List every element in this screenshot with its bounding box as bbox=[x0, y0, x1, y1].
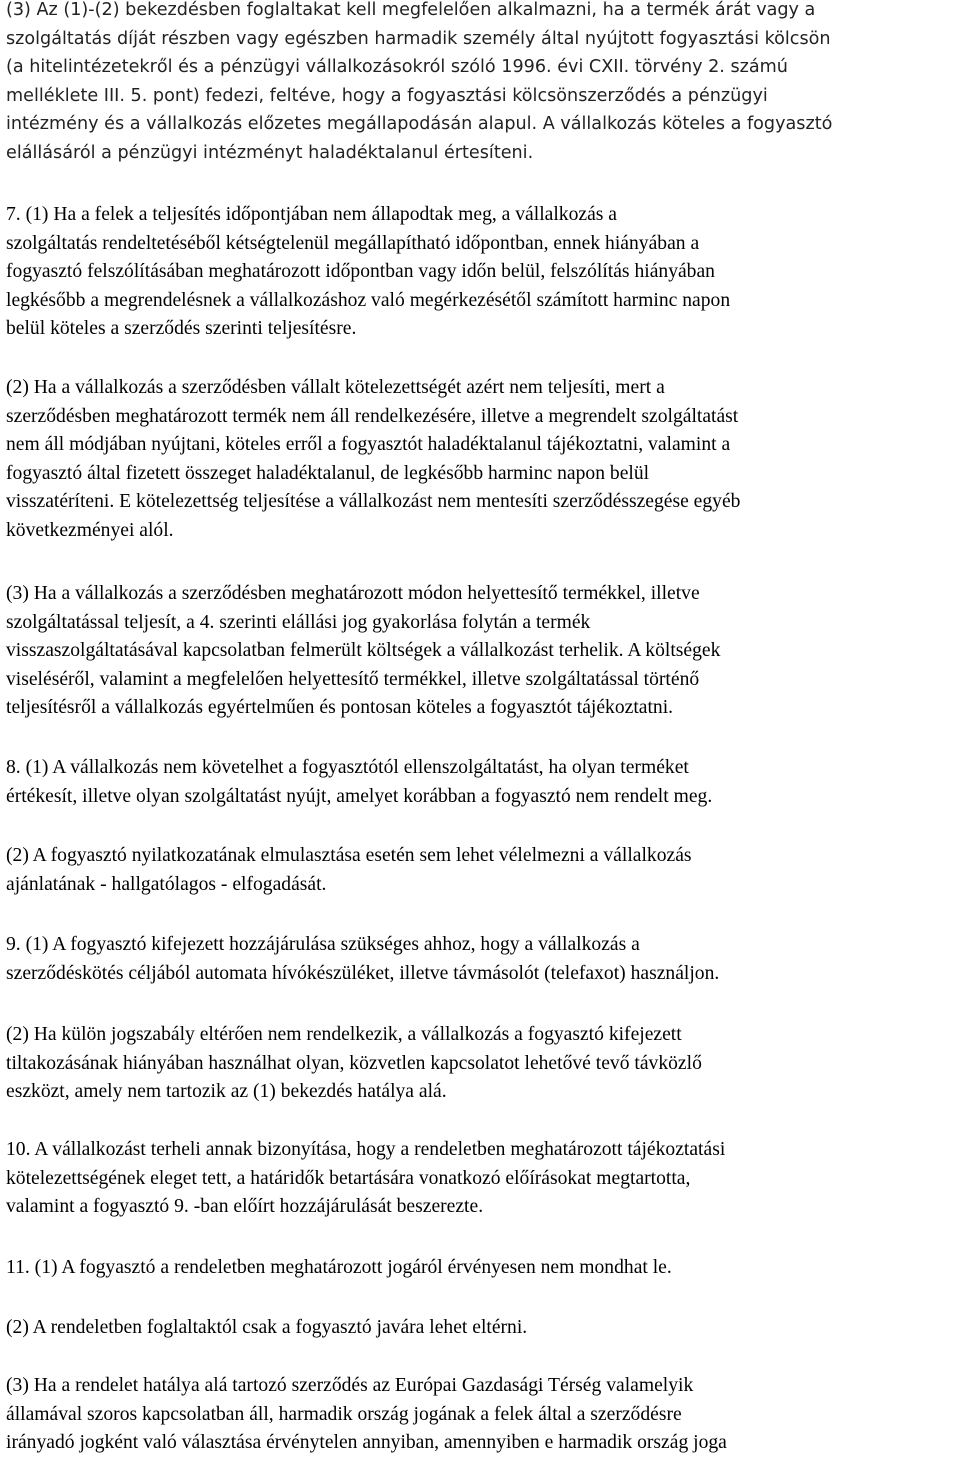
text-line: ajánlatának - hallgatólagos - elfogadását. bbox=[6, 873, 327, 895]
paragraph-7-2 bbox=[6, 374, 740, 546]
text-line: melléklete III. 5. pont) fedezi, feltéve, hogy a fogyasztási kölcsönszerződés a pénzügyi bbox=[6, 85, 768, 106]
paragraph-11-2 bbox=[6, 1314, 527, 1343]
text-line: szerződésben meghatározott termék nem áll rendelkezésére, illetve a megrendelt szolgáltatást bbox=[6, 405, 739, 427]
text-line: (2) A rendeletben foglaltaktól csak a fogyasztó javára lehet eltérni. bbox=[6, 1317, 528, 1338]
text-line: (3) Az (1)-(2) bekezdésben foglaltakat kell megfelelően alkalmazni, ha a termék árát vagy a bbox=[6, 0, 816, 20]
text-line: (2) Ha a vállalkozás a szerződésben vállalt kötelezettségét azért nem teljesíti, mert a bbox=[6, 377, 665, 398]
text-line: tiltakozásának hiányában használhat olyan, közvetlen kapcsolatot lehetővé tevő távközlő bbox=[6, 1052, 702, 1074]
text-line: visszaszolgáltatásával kapcsolatban felmerült költségek a vállalkozást terhelik. A költségek bbox=[6, 640, 721, 662]
text-line: 11. (1) A fogyasztó a rendeletben meghatározott jogáról érvényesen nem mondhat le. bbox=[6, 1257, 672, 1278]
text-line: 9. (1) A fogyasztó kifejezett hozzájárulása szükséges ahhoz, hogy a vállalkozás a bbox=[6, 934, 640, 955]
paragraph-7-3 bbox=[6, 580, 720, 723]
text-line: (3) Ha a rendelet hatálya alá tartozó szerződés az Európai Gazdasági Térség valamelyik bbox=[6, 1375, 694, 1396]
text-line: kötelezettségének eleget tett, a határidők betartására vonatkozó előírásokat megtartotta, bbox=[6, 1167, 691, 1189]
text-line: teljesítésről a vállalkozás egyértelműen és pontosan köteles a fogyasztót tájékoztatni. bbox=[6, 697, 674, 719]
text-line: szolgáltatás rendeltetéséből kétségtelenül megállapítható időpontban, ennek hiányában a bbox=[6, 232, 700, 254]
text-line: (a hitelintézetekről és a pénzügyi vállalkozásokról szóló 1996. évi CXII. törvény 2. számú bbox=[6, 57, 788, 78]
text-line: szerződéskötés céljából automata hívókészüléket, illetve távmásolót (telefaxot) használjon. bbox=[6, 962, 720, 984]
text-line: intézmény és a vállalkozás előzetes megállapodásán alapul. A vállalkozás köteles a fogyasztó bbox=[6, 114, 833, 135]
paragraph-11-1 bbox=[6, 1254, 672, 1283]
text-line: fogyasztó felszólításában meghatározott időpontban vagy időn belül, felszólítás hiányában bbox=[6, 261, 715, 283]
text-line: 10. A vállalkozást terheli annak bizonyítása, hogy a rendeletben meghatározott tájékoztatási bbox=[6, 1139, 726, 1160]
text-line: szolgáltatás díját részben vagy egészben harmadik személy által nyújtott fogyasztási kölcsön bbox=[6, 28, 831, 49]
text-line: elállásáról a pénzügyi intézményt haladéktalanul értesíteni. bbox=[6, 142, 534, 163]
text-line: legkésőbb a megrendelésnek a vállalkozáshoz való megérkezésétől számított harminc napon bbox=[6, 289, 731, 311]
text-line: 8. (1) A vállalkozás nem követelhet a fogyasztótól ellenszolgáltatást, ha olyan terméket bbox=[6, 757, 689, 778]
text-line: (2) Ha külön jogszabály eltérően nem rendelkezik, a vállalkozás a fogyasztó kifejezett bbox=[6, 1024, 682, 1045]
paragraph-9-1 bbox=[6, 931, 719, 988]
paragraph-8-1 bbox=[6, 754, 712, 811]
text-line: viseléséről, valamint a megfelelően helyettesítő termékkel, illetve szolgáltatással történő bbox=[6, 668, 700, 690]
paragraph-8-2 bbox=[6, 842, 692, 899]
paragraph-10 bbox=[6, 1136, 725, 1222]
text-line: nem áll módjában nyújtani, köteles erről a fogyasztót haladéktalanul tájékoztatni, valamint a bbox=[6, 434, 731, 456]
text-line: fogyasztó által fizetett összeget haladéktalanul, de legkésőbb harminc napon belül bbox=[6, 462, 650, 484]
paragraph-9-2 bbox=[6, 1021, 702, 1107]
paragraph-11-3 bbox=[6, 1372, 727, 1458]
text-line: eszközt, amely nem tartozik az (1) bekezdés hatálya alá. bbox=[6, 1081, 447, 1103]
text-line: (3) Ha a vállalkozás a szerződésben meghatározott módon helyettesítő termékkel, illetve bbox=[6, 583, 700, 604]
text-line: szolgáltatással teljesít, a 4. szerinti elállási jog gyakorlása folytán a termék bbox=[6, 611, 591, 633]
text-line: államával szoros kapcsolatban áll, harmadik ország jogának a felek által a szerződésre bbox=[6, 1403, 682, 1425]
text-line: valamint a fogyasztó 9. -ban előírt hozzájárulását beszerezte. bbox=[6, 1196, 484, 1218]
text-line: belül köteles a szerződés szerinti teljesítésre. bbox=[6, 318, 357, 340]
text-line: visszatéríteni. E kötelezettség teljesítése a vállalkozást nem mentesíti szerződésszegése egyéb bbox=[6, 491, 741, 513]
text-line: (2) A fogyasztó nyilatkozatának elmulasztása esetén sem lehet vélelmezni a vállalkozás bbox=[6, 845, 692, 866]
text-line: irányadó jogként való választása érvénytelen annyiban, amennyiben e harmadik ország joga bbox=[6, 1432, 727, 1454]
text-line: következményei alól. bbox=[6, 519, 174, 541]
paragraph-7-1 bbox=[6, 201, 730, 344]
text-line: értékesít, illetve olyan szolgáltatást nyújt, amelyet korábban a fogyasztó nem rendelt meg. bbox=[6, 785, 713, 807]
paragraph-6-3 bbox=[6, 0, 832, 168]
text-line: 7. (1) Ha a felek a teljesítés időpontjában nem állapodtak meg, a vállalkozás a bbox=[6, 204, 617, 225]
